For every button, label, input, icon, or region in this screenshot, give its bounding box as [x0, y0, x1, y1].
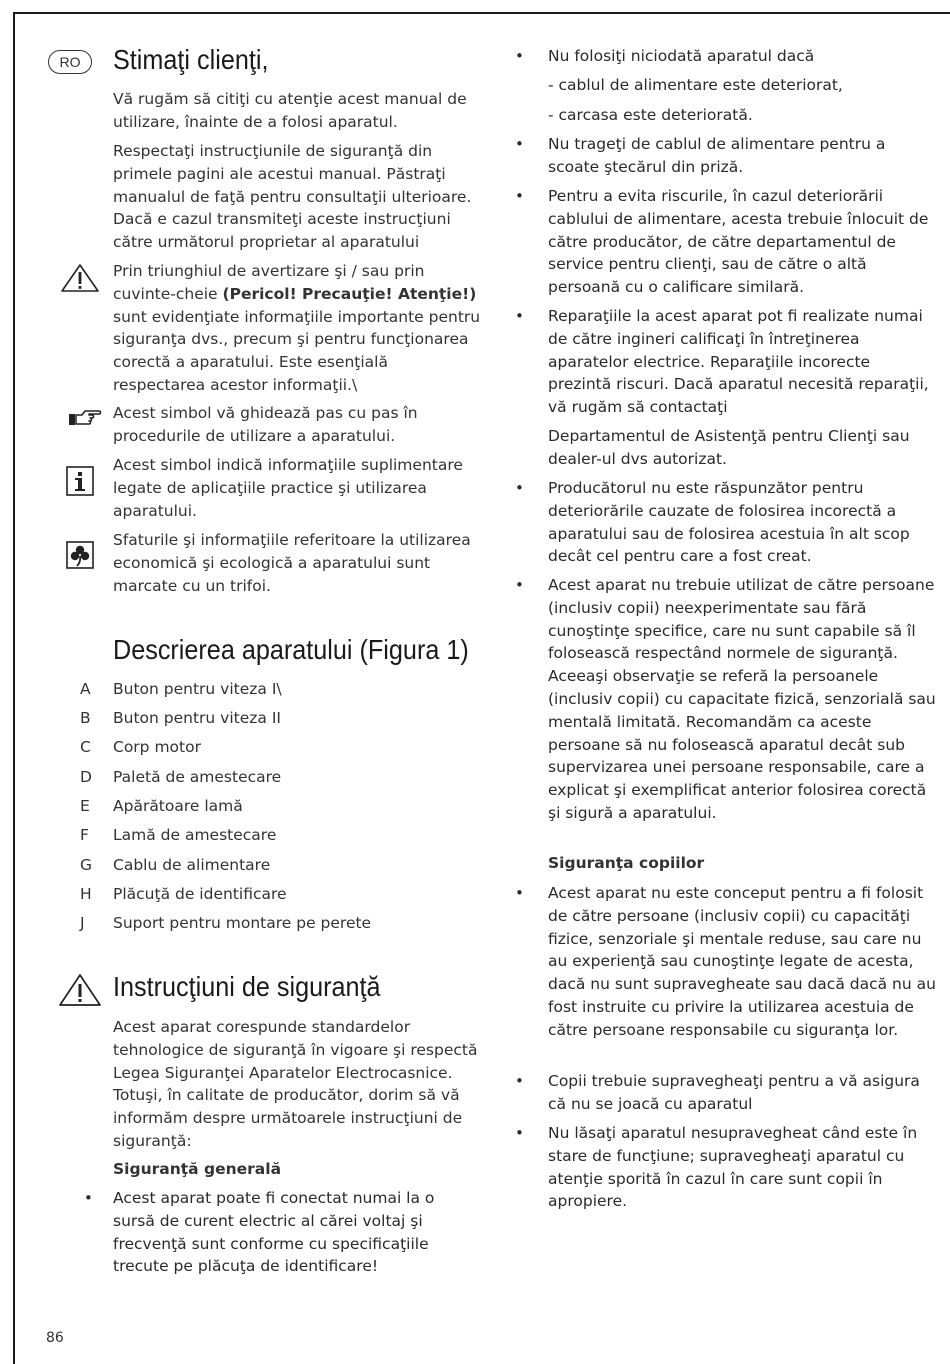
description-item — [80, 736, 480, 758]
intro-title: Stimaţi clienţi, — [113, 44, 269, 75]
item-label: Apărătoare lamă — [113, 797, 243, 815]
item-letter: H — [80, 885, 92, 903]
bullet-dot: • — [515, 135, 524, 153]
bullet-text: Producătorul nu este răspunzător pentru deteriorările cauzate de folosirea incorectă a aparatului sau de folosirea acestuia în alt scop decât cel pentru care a fost creat. — [548, 479, 910, 566]
intro-paragraph-2: Respectaţi instrucţiunile de siguranţă din primele pagini ale acestui manual. Păstraţi manualul de faţă pentru consultaţii ulterioare. Dacă e cazul transmiteţi aceste instrucţiuni către următorul proprietar al aparatului — [113, 142, 472, 252]
bullet-text: Nu lăsaţi aparatul nesupravegheat când este în stare de funcţiune; supravegheaţi aparatul cu atenţie sporită în cazul în care sunt copii în apropiere. — [548, 1124, 918, 1211]
description-item — [80, 678, 480, 700]
item-letter: D — [80, 768, 92, 786]
hand-symbol-paragraph: Acest simbol vă ghidează pas cu pas în procedurile de utilizare a aparatului. — [113, 404, 418, 445]
language-badge: RO — [48, 50, 92, 74]
item-letter: F — [80, 826, 89, 844]
bullet-text: Reparaţiile la acest aparat pot fi realizate numai de către ingineri calificaţi în întreţinerea aparatelor electrice. Reparaţiile incorecte prezintă riscuri. Dacă aparatul necesită reparaţii, vă rugăm să contactaţi — [548, 307, 929, 417]
description-item — [80, 707, 480, 729]
bullet-text: Acest aparat nu este conceput pentru a fi folosit de către persoane (inclusiv copii) cu capacităţi fizice, senzoriale şi mentale reduse, sau care nu au experienţă sau cunoştinţe legate de acesta, dacă nu sunt supravegheate sau dacă dacă nu au fost instruite cu privire la utilizarea acestuia de către persoane responsabile cu siguranţa lor. — [548, 884, 936, 1039]
warning-text-end: sunt evidenţiate informaţiile importante pentru siguranţa dvs., precum şi pentru funcţionarea corectă a aparatului. Este esenţială respectarea acestor informaţii.\ — [113, 307, 481, 394]
clover-symbol-paragraph: Sfaturile şi informaţiile referitoare la utilizarea economică şi ecologică a aparatului sunt marcate cu un trifoi. — [113, 531, 471, 595]
warning-paragraph — [113, 260, 481, 397]
item-label: Paletă de amestecare — [113, 768, 282, 786]
bullet-dot: • — [515, 576, 524, 594]
description-item — [80, 854, 480, 876]
info-symbol-paragraph: Acest simbol indică informaţiile suplimentare legate de aplicaţiile practice şi utilizarea aparatului. — [113, 456, 463, 520]
clover-icon — [66, 541, 94, 569]
item-label: Lamă de amestecare — [113, 826, 277, 844]
item-label: Buton pentru viteza II — [113, 709, 281, 727]
description-item — [80, 766, 480, 788]
item-letter: A — [80, 680, 91, 698]
pointing-hand-icon — [68, 409, 102, 427]
bullet-continuation-text: Departamentul de Asistenţă pentru Clienţi sau dealer-ul dvs autorizat. — [548, 427, 910, 468]
bullet-dot: • — [515, 884, 524, 902]
info-icon — [66, 466, 94, 496]
item-label: Plăcuţă de identificare — [113, 885, 287, 903]
bullet-text: Copii trebuie supravegheaţi pentru a vă asigura că nu se joacă cu aparatul — [548, 1072, 920, 1113]
warning-triangle-icon — [58, 973, 102, 1007]
item-label: Corp motor — [113, 738, 201, 756]
item-letter: C — [80, 738, 91, 756]
item-letter: J — [80, 914, 85, 932]
description-item — [80, 824, 480, 846]
safety-intro-paragraph: Acest aparat corespunde standardelor tehnologice de siguranţă în vigoare şi respectă Legea Siguranţei Aparatelor Electrocasnice. Totuşi, în calitate de producător, dorim să vă informăm despre următoarele instrucţiuni de siguranţă: — [113, 1018, 478, 1150]
bullet-text: Acest aparat nu trebuie utilizat de către persoane (inclusiv copii) neexperimentate sau fără cunoştinţe specifice, care nu sunt capabile să îl folosească respectând normele de siguranţă. Aceeaşi observaţie se referă la persoanele (inclusiv copii) cu capacitate fizică, senzorială sau mentală limitată. Recomandăm ca aceste persoane să nu folosească aparatul decât sub supervizarea unei persoane responsabile, care a explicat şi exemplificat anterior folosirea corectă şi sigură a aparatului. — [548, 576, 936, 822]
page-number: 86 — [46, 1330, 64, 1346]
page-left-rule — [13, 12, 15, 1364]
description-title: Descrierea aparatului (Figura 1) — [113, 634, 469, 665]
warning-triangle-icon — [60, 263, 100, 293]
item-letter: G — [80, 856, 93, 874]
item-letter: B — [80, 709, 91, 727]
sub-item-text: - carcasa este deteriorată. — [548, 106, 753, 124]
item-label: Suport pentru montare pe perete — [113, 914, 372, 932]
bullet-dot: • — [84, 1189, 93, 1207]
page-top-rule — [14, 12, 950, 14]
warning-text-start: Prin triunghiul de avertizare şi / sau prin cuvinte-cheie — [113, 262, 425, 303]
bullet-dot: • — [515, 1124, 524, 1142]
child-safety-subtitle: Siguranţa copiilor — [548, 854, 705, 872]
general-safety-subtitle: Siguranţă generală — [113, 1160, 282, 1178]
bullet-text: Nu folosiţi niciodată aparatul dacă — [548, 47, 815, 65]
sub-item-text: - cablul de alimentare este deteriorat, — [548, 76, 843, 94]
item-letter: E — [80, 797, 90, 815]
description-item — [80, 795, 480, 817]
description-item — [80, 883, 480, 905]
bullet-dot: • — [515, 47, 524, 65]
warning-keywords: (Pericol! Precauţie! Atenţie!) — [222, 284, 477, 303]
description-item — [80, 912, 480, 934]
safety-title: Instrucţiuni de siguranţă — [113, 971, 381, 1002]
bullet-dot: • — [515, 187, 524, 205]
bullet-dot: • — [515, 307, 524, 325]
bullet-dot: • — [515, 479, 524, 497]
bullet-text: Acest aparat poate fi conectat numai la o sursă de curent electric al cărei voltaj şi frecvenţă sunt conforme cu specificaţiile trecute pe plăcuţa de identificare! — [113, 1189, 435, 1276]
bullet-text: Nu trageţi de cablul de alimentare pentru a scoate ştecărul din priză. — [548, 135, 886, 176]
intro-paragraph-1: Vă rugăm să citiţi cu atenţie acest manual de utilizare, înainte de a folosi aparatul. — [113, 90, 467, 131]
item-label: Buton pentru viteza I\ — [113, 680, 282, 698]
bullet-text: Pentru a evita riscurile, în cazul deteriorării cablului de alimentare, acesta trebuie înlocuit de către producător, de către departamentul de service pentru clienţi, sau de către o altă persoană cu o calificare similară. — [548, 187, 929, 297]
item-label: Cablu de alimentare — [113, 856, 271, 874]
bullet-dot: • — [515, 1072, 524, 1090]
